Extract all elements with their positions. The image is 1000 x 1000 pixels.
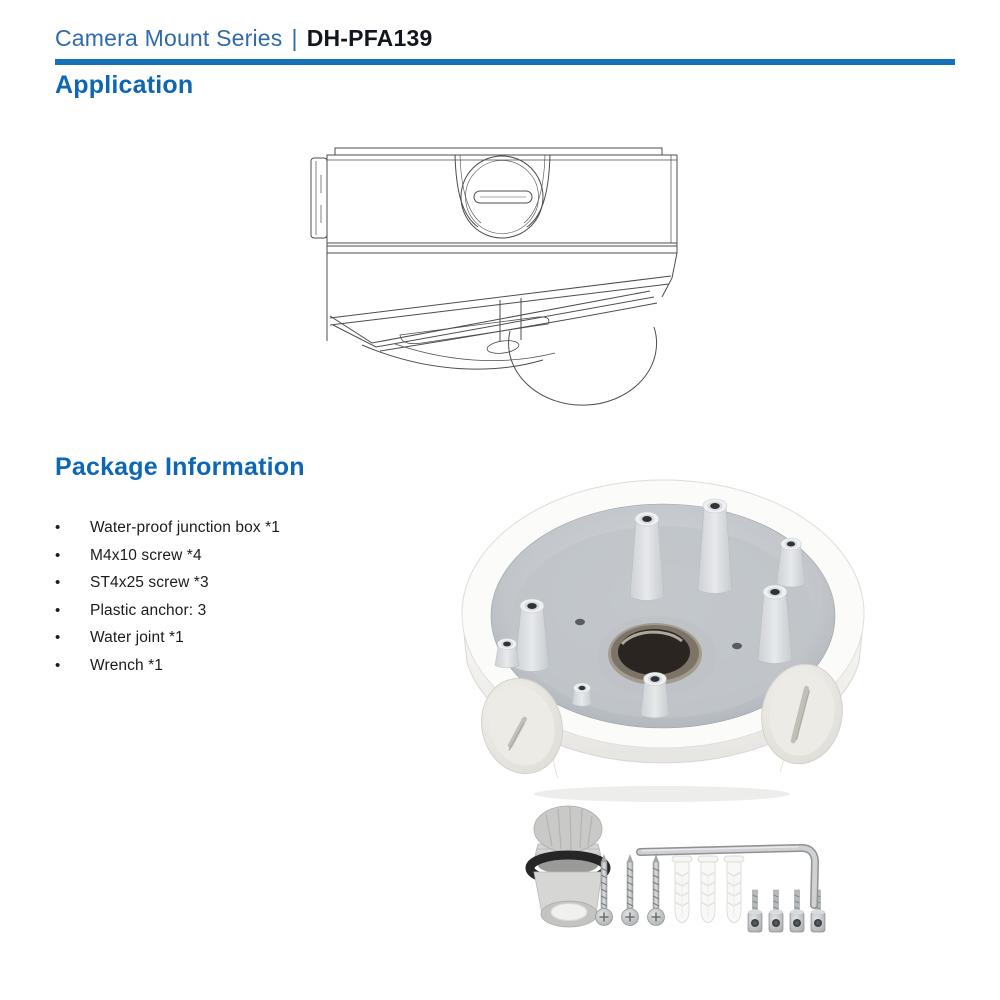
water-joint: [530, 806, 606, 927]
bullet-glyph: •: [55, 574, 61, 591]
list-item: [55, 574, 415, 602]
list-item-label: Plastic anchor: 3: [90, 601, 207, 619]
model-number: DH-PFA139: [306, 25, 433, 51]
list-item: [55, 519, 415, 547]
list-item-label: M4x10 screw *4: [90, 546, 202, 564]
tapping-screws: [596, 854, 665, 926]
list-item: [55, 657, 415, 685]
bullet-glyph: •: [55, 601, 61, 619]
header-separator: |: [291, 25, 298, 51]
application-line-drawing: [300, 133, 700, 433]
page-header: [55, 25, 432, 52]
camera-body-outline: [327, 243, 677, 405]
series-title: Camera Mount Series: [55, 25, 283, 51]
header-rule: [55, 59, 955, 65]
list-item-label: Wrench *1: [90, 656, 163, 674]
list-item-label: Water joint *1: [90, 629, 184, 646]
package-list: [55, 519, 415, 684]
list-item: [55, 547, 415, 575]
bullet-glyph: •: [55, 629, 61, 646]
application-section-title: Application: [55, 71, 194, 99]
list-item: [55, 602, 415, 630]
list-item-label: ST4x25 screw *3: [90, 574, 209, 591]
list-item-label: Water-proof junction box *1: [90, 519, 280, 536]
plastic-anchors: [672, 856, 744, 923]
junction-box-photo: [450, 464, 875, 804]
list-item: [55, 629, 415, 657]
package-section-title: Package Information: [55, 453, 305, 481]
bullet-glyph: •: [55, 519, 61, 536]
accessories-photo: [512, 798, 847, 960]
screw-cap-circle: [455, 155, 550, 238]
bullet-glyph: •: [55, 546, 61, 564]
bullet-glyph: •: [55, 656, 61, 674]
junction-box-outline: [311, 148, 677, 243]
